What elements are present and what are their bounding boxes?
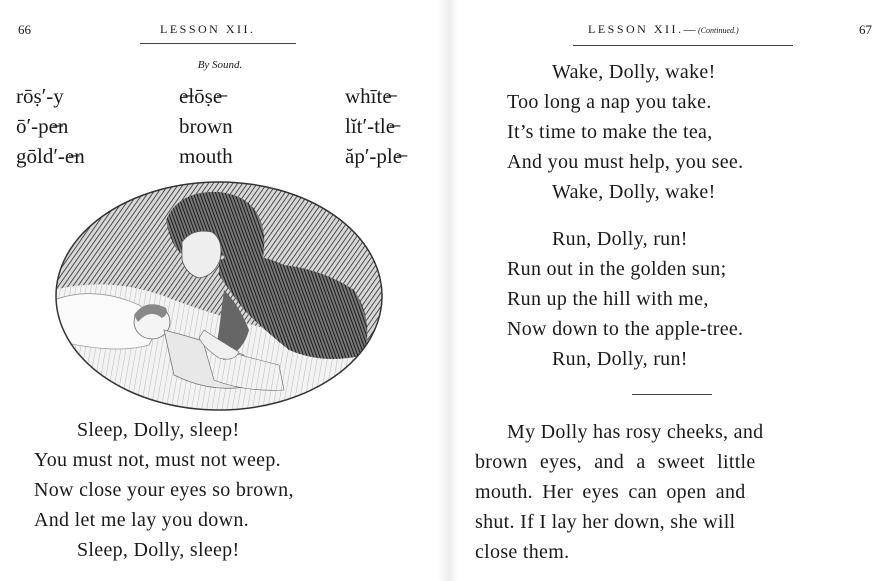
page-number-right: 67 — [859, 22, 872, 37]
sound-word: e̶lōṣe̶ — [179, 84, 223, 108]
sound-word: whīte̶ — [345, 84, 392, 108]
poem-line: Run, Dolly, run! — [552, 228, 688, 250]
prose-line: brown eyes, and a sweet little — [475, 451, 756, 473]
poem-line: Run out in the golden sun; — [507, 258, 727, 280]
prose-line: close them. — [475, 541, 570, 563]
poem-line: Now close your eyes so brown, — [34, 479, 294, 501]
header-rule-right — [573, 45, 793, 46]
left-page — [0, 0, 440, 581]
poem-line: Sleep, Dolly, sleep! — [77, 539, 240, 561]
prose-line: My Dolly has rosy cheeks, and — [507, 421, 764, 443]
prose-line: shut. If I lay her down, she will — [475, 511, 736, 533]
poem-line: Wake, Dolly, wake! — [552, 61, 716, 83]
poem-line: And let me lay you down. — [34, 509, 249, 531]
sound-word: ō′-pe̶n — [16, 114, 69, 138]
sound-word: gōld′-e̶n — [16, 144, 85, 168]
section-divider — [632, 394, 712, 395]
sound-word: lĭt′-tle̶ — [345, 114, 396, 138]
sound-word: rōṣ′-y — [16, 84, 64, 108]
poem-line: Run up the hill with me, — [507, 288, 709, 310]
poem-line: Wake, Dolly, wake! — [552, 181, 716, 203]
poem-line: Too long a nap you take. — [507, 91, 712, 113]
poem-line: You must not, must not weep. — [34, 449, 281, 471]
engraving-girl-tucking-doll-icon — [54, 180, 384, 412]
running-head-continued: (Continued.) — [698, 26, 739, 35]
page-number-left: 66 — [18, 22, 31, 37]
poem-line: Now down to the apple-tree. — [507, 318, 744, 340]
poem-line: And you must help, you see. — [507, 151, 744, 173]
header-rule-left — [140, 43, 296, 44]
running-head-right-text: LESSON XII.— — [588, 22, 698, 36]
subheading: By Sound. — [197, 59, 243, 71]
sound-word: mouth — [179, 144, 233, 168]
prose-line: mouth. Her eyes can open and — [475, 481, 746, 503]
sound-word: ăp′-ple̶ — [345, 144, 403, 168]
running-head-right — [588, 22, 739, 37]
poem-line: Sleep, Dolly, sleep! — [77, 419, 240, 441]
running-head-left: LESSON XII. — [160, 22, 256, 36]
poem-line: Run, Dolly, run! — [552, 348, 688, 370]
right-page — [455, 0, 893, 581]
poem-line: It’s time to make the tea, — [507, 121, 713, 143]
sound-word: brown — [179, 114, 233, 138]
